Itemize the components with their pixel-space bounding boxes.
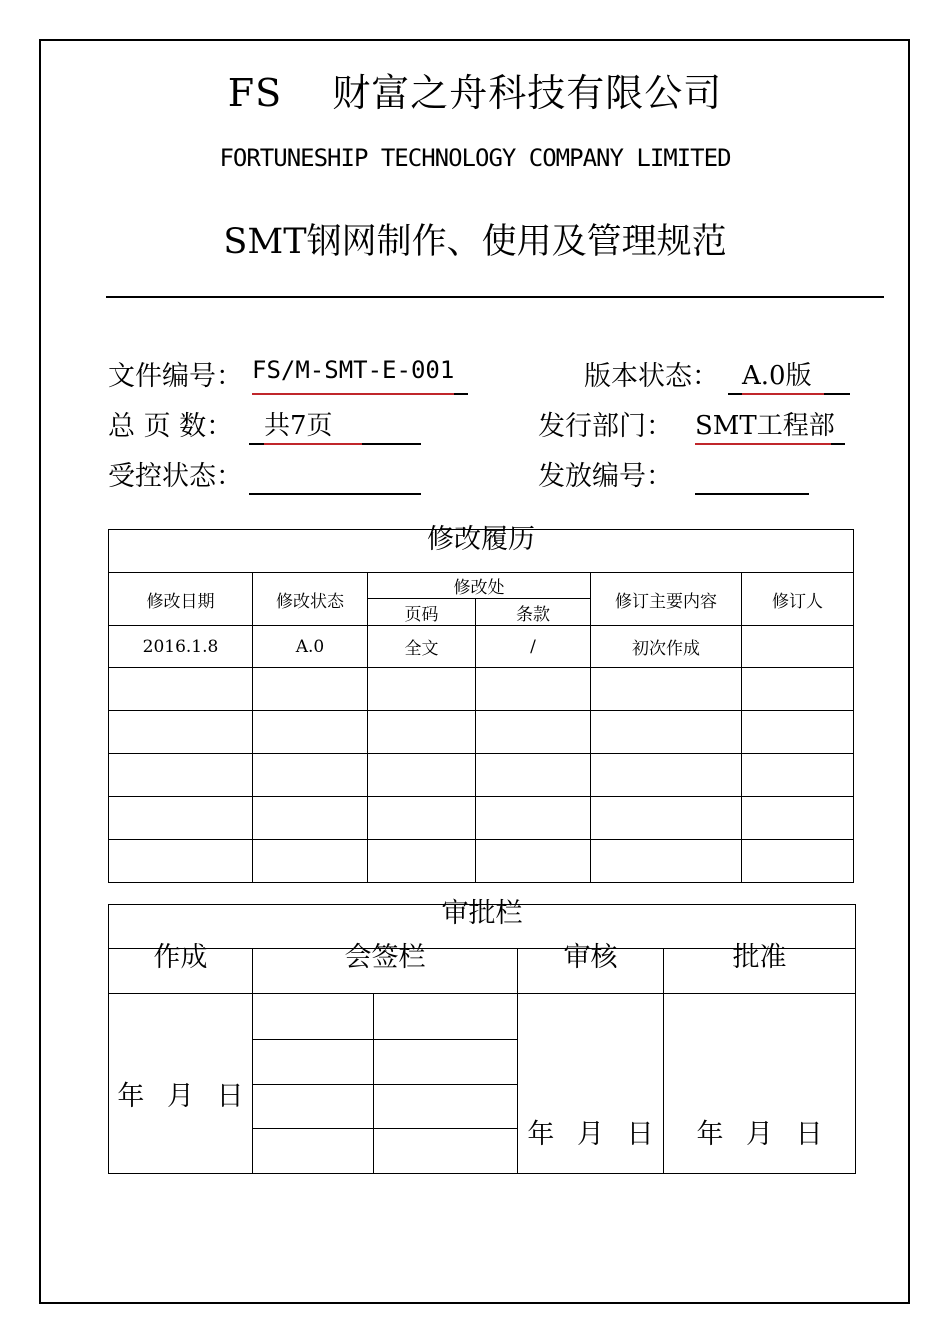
revision-header-page: 页码 — [368, 599, 476, 626]
review-date — [518, 994, 664, 1174]
countersign-cell[interactable] — [253, 1040, 374, 1085]
review-date-text: 年 月 日 — [527, 1119, 654, 1150]
revision-cell-clause: / — [476, 626, 591, 668]
countersign-cell[interactable] — [253, 1085, 374, 1129]
company-name-cn: 财富之舟科技有限公司 — [332, 71, 723, 115]
pages-label: 总 页 数： — [108, 411, 234, 442]
approve-date-text: 年 月 日 — [696, 1119, 823, 1150]
version-label: 版本状态： — [584, 361, 719, 392]
company-abbr: FS — [227, 71, 283, 115]
countersign-cell[interactable] — [374, 1085, 518, 1129]
revision-cell-date: 2016.1.8 — [109, 626, 253, 668]
table-row — [109, 754, 854, 797]
company-title-cn — [0, 62, 950, 117]
revision-header-content: 修订主要内容 — [591, 573, 742, 626]
doc-no-label: 文件编号： — [108, 361, 243, 392]
approval-header-review: 审核 — [518, 949, 664, 994]
dept-value: SMT工程部 — [695, 411, 835, 441]
countersign-cell[interactable] — [253, 1129, 374, 1174]
dept-label: 发行部门： — [538, 411, 673, 442]
approval-header-countersign: 会签栏 — [253, 949, 518, 994]
revision-history-table — [108, 524, 854, 883]
revision-header-reviser: 修订人 — [742, 573, 854, 626]
revision-cell-status: A.0 — [253, 626, 368, 668]
revision-cell-content: 初次作成 — [591, 626, 742, 668]
pages-value: 共7页 — [264, 411, 333, 441]
document-title: SMT钢网制作、使用及管理规范 — [223, 222, 727, 262]
version-value: A.0版 — [742, 361, 812, 391]
table-row — [109, 711, 854, 754]
pages-red-mark — [264, 443, 362, 445]
table-row — [109, 840, 854, 883]
version-red-mark — [742, 393, 824, 395]
revision-header-clause: 条款 — [476, 599, 591, 626]
table-row — [109, 626, 854, 668]
made-date-text: 年 月 日 — [117, 1081, 244, 1112]
approval-header-made: 作成 — [109, 949, 253, 994]
revision-header-location: 修改处 — [368, 573, 591, 599]
company-name-en: FORTUNESHIP TECHNOLOGY COMPANY LIMITED — [219, 144, 731, 172]
control-status-field — [249, 493, 421, 495]
made-date — [109, 994, 253, 1174]
revision-cell-reviser — [742, 626, 854, 668]
header-divider — [106, 296, 884, 298]
revision-header-status: 修改状态 — [253, 573, 368, 626]
control-status-label: 受控状态： — [108, 461, 243, 492]
countersign-cell[interactable] — [253, 994, 374, 1040]
countersign-cell[interactable] — [374, 1129, 518, 1174]
approval-title: 审批栏 — [109, 905, 856, 949]
table-row — [109, 668, 854, 711]
countersign-cell[interactable] — [374, 1040, 518, 1085]
issue-no-label: 发放编号： — [538, 461, 673, 492]
doc-no-value: FS/M-SMT-E-001 — [252, 356, 455, 384]
approval-header-approve: 批准 — [664, 949, 856, 994]
approve-date — [664, 994, 856, 1174]
doc-no-red-mark — [252, 393, 454, 395]
approval-table — [108, 898, 856, 1174]
revision-header-date: 修改日期 — [109, 573, 253, 626]
revision-cell-page: 全文 — [368, 626, 476, 668]
dept-red-mark — [695, 443, 831, 445]
table-row — [109, 797, 854, 840]
revision-title: 修改履历 — [109, 530, 854, 573]
issue-no-field — [695, 493, 809, 495]
countersign-cell[interactable] — [374, 994, 518, 1040]
